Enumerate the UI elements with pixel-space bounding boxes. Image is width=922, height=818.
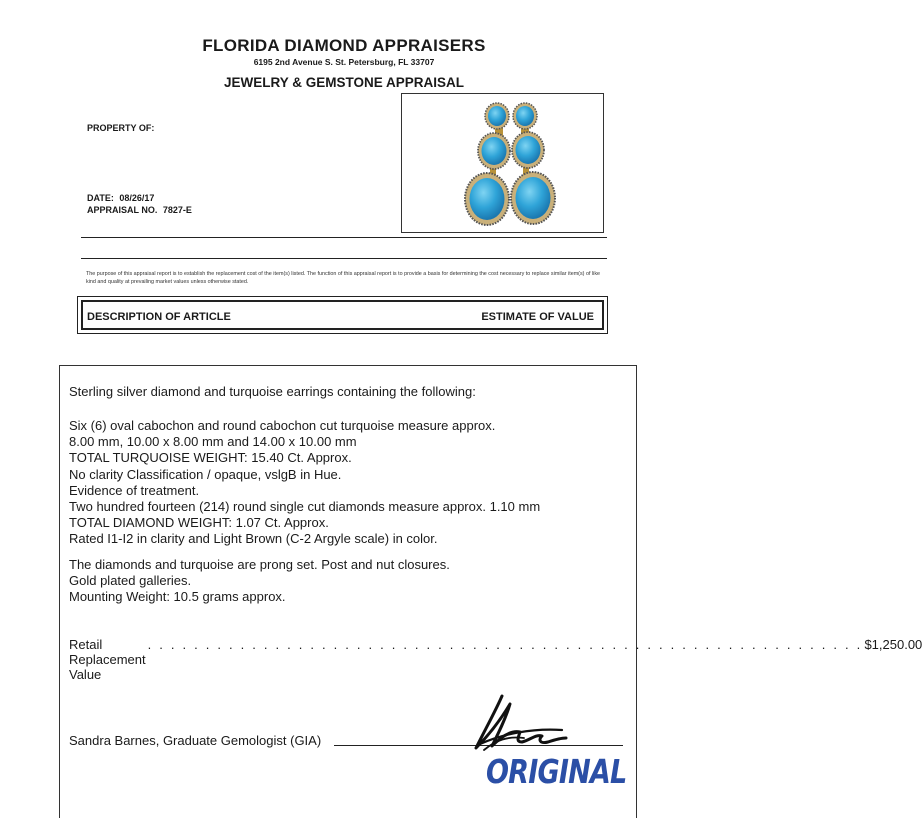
property-label: PROPERTY OF: bbox=[87, 123, 155, 133]
appraisal-number-label: APPRAISAL NO. bbox=[87, 205, 158, 215]
spec-line: TOTAL DIAMOND WEIGHT: 1.07 Ct. Approx. bbox=[69, 515, 329, 531]
spec-line: 8.00 mm, 10.00 x 8.00 mm and 14.00 x 10.00 mm bbox=[69, 434, 357, 450]
separator-line bbox=[81, 258, 607, 259]
date-label: DATE: bbox=[87, 193, 114, 203]
retail-value-amount: $1,250.00 bbox=[864, 637, 922, 652]
retail-value-row bbox=[69, 637, 922, 682]
turquoise-earrings-image bbox=[402, 94, 603, 232]
setting-line: Mounting Weight: 10.5 grams approx. bbox=[69, 589, 286, 605]
appraiser-name: Sandra Barnes, Graduate Gemologist (GIA) bbox=[69, 733, 322, 748]
setting-line: Gold plated galleries. bbox=[69, 573, 192, 589]
purpose-statement: The purpose of this appraisal report is to establish the replacement cost of the item(s) listed. The function of this appraisal report is to provide a basis for determining the cost necessary to replace similar item(s) of like kind and quality at prevailing market values unless otherwise stated. bbox=[86, 271, 601, 285]
dot-leader: . . . . . . . . . . . . . . . . . . . . . . . . . . . . . . . . . . . . . . . . . . . . . . . . . . . . . . . . . . . . . . bbox=[147, 637, 863, 652]
handwritten-signature bbox=[462, 688, 572, 758]
description-intro: Sterling silver diamond and turquoise earrings containing the following: bbox=[69, 384, 476, 399]
retail-value-label: Retail Replacement Value bbox=[69, 637, 146, 682]
estimate-column-header: ESTIMATE OF VALUE bbox=[481, 311, 594, 323]
separator-line bbox=[81, 237, 607, 238]
appraisal-number-field bbox=[87, 205, 192, 215]
spec-line: Evidence of treatment. bbox=[69, 482, 200, 498]
description-setting bbox=[69, 557, 450, 606]
company-address: 6195 2nd Avenue S. St. Petersburg, FL 33707 bbox=[253, 57, 435, 67]
column-header-box bbox=[77, 296, 608, 334]
spec-line: TOTAL TURQUOISE WEIGHT: 15.40 Ct. Approx. bbox=[69, 450, 352, 466]
date-field bbox=[87, 193, 154, 203]
original-stamp: ORIGINAL bbox=[486, 752, 627, 791]
spec-line: Two hundred fourteen (214) round single cut diamonds measure approx. 1.10 mm bbox=[69, 499, 541, 515]
spec-line: Rated I1-I2 in clarity and Light Brown (C-2 Argyle scale) in color. bbox=[69, 531, 438, 547]
document-title: JEWELRY & GEMSTONE APPRAISAL bbox=[223, 75, 465, 90]
column-header-inner bbox=[81, 300, 604, 330]
description-column-header: DESCRIPTION OF ARTICLE bbox=[87, 311, 231, 323]
setting-line: The diamonds and turquoise are prong set. Post and nut closures. bbox=[69, 557, 450, 572]
item-photo bbox=[401, 93, 604, 233]
spec-line: No clarity Classification / opaque, vslgB in Hue. bbox=[69, 466, 342, 482]
right-earring bbox=[511, 103, 555, 224]
spec-line: Six (6) oval cabochon and round cabochon cut turquoise measure approx. bbox=[69, 418, 496, 433]
left-earring bbox=[465, 103, 510, 225]
company-name: FLORIDA DIAMOND APPRAISERS bbox=[202, 36, 486, 55]
appraisal-number-value: 7827-E bbox=[162, 205, 192, 215]
description-specs bbox=[69, 418, 540, 548]
date-value: 08/26/17 bbox=[119, 193, 155, 203]
